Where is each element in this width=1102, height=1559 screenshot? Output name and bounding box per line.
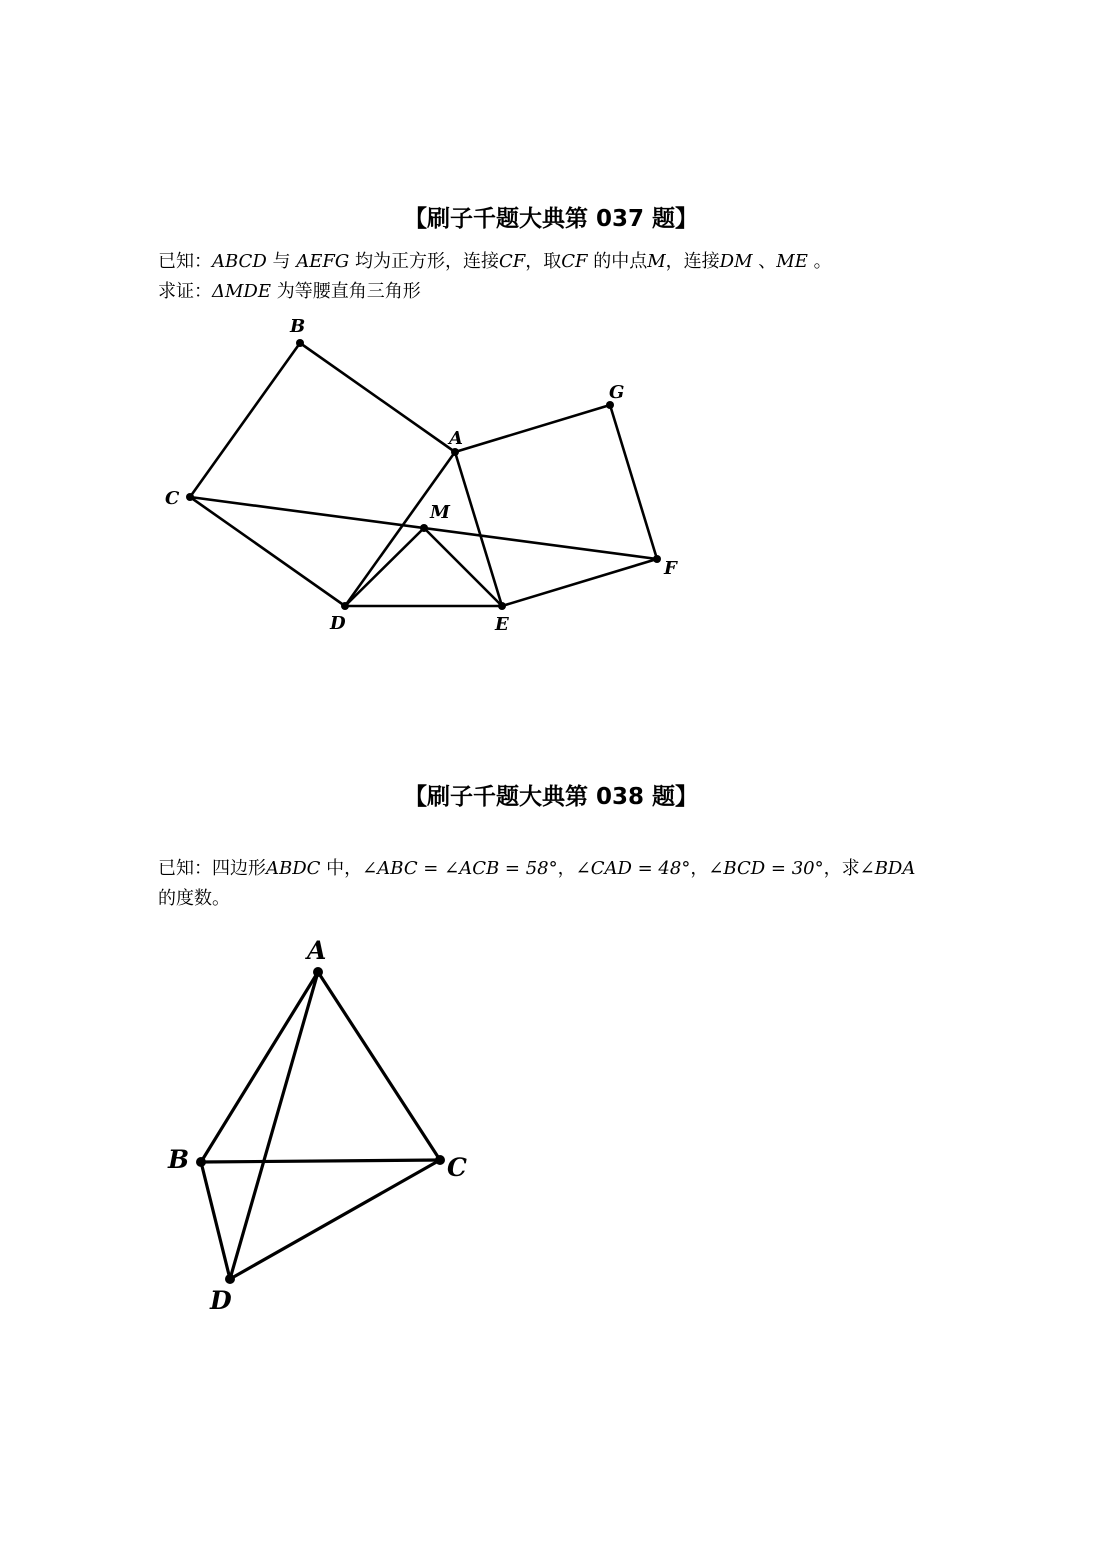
label-d: D [330, 613, 346, 634]
problem-37-title: 【刷子千题大典第 037 题】 [403, 206, 699, 232]
problem-38-given-cont: 的度数。 [158, 888, 230, 909]
label-b: B [168, 1145, 190, 1174]
segment-ad [230, 972, 318, 1279]
label-e: E [495, 614, 509, 635]
point-c [435, 1155, 445, 1165]
segment-bc [201, 1160, 440, 1162]
label-c: C [447, 1153, 467, 1182]
label-b: B [290, 316, 306, 337]
label-a: A [307, 936, 327, 965]
label-g: G [609, 382, 625, 403]
problem-38-given: 已知：四边形ABDC 中，∠ABC = ∠ACB = 58°，∠CAD = 48°，∠BCD = 30°，求∠BDA [158, 858, 916, 879]
segment-ab [201, 972, 318, 1162]
point-b [196, 1157, 206, 1167]
segment-ac [318, 972, 440, 1160]
problem-37-prove: 求证：ΔMDE 为等腰直角三角形 [158, 281, 421, 302]
label-f: F [664, 558, 677, 579]
point-d [225, 1274, 235, 1284]
segment-cd [230, 1160, 440, 1279]
problem-37-given: 已知：ABCD 与 AEFG 均为正方形，连接CF，取CF 的中点M，连接DM 、ME 。 [158, 251, 832, 272]
label-d: D [210, 1286, 232, 1315]
segment-bd [201, 1162, 230, 1279]
label-c: C [165, 488, 180, 509]
problem-38-title: 【刷子千题大典第 038 题】 [403, 784, 699, 810]
label-m: M [430, 502, 450, 523]
label-a: A [449, 428, 463, 449]
point-a [313, 967, 323, 977]
